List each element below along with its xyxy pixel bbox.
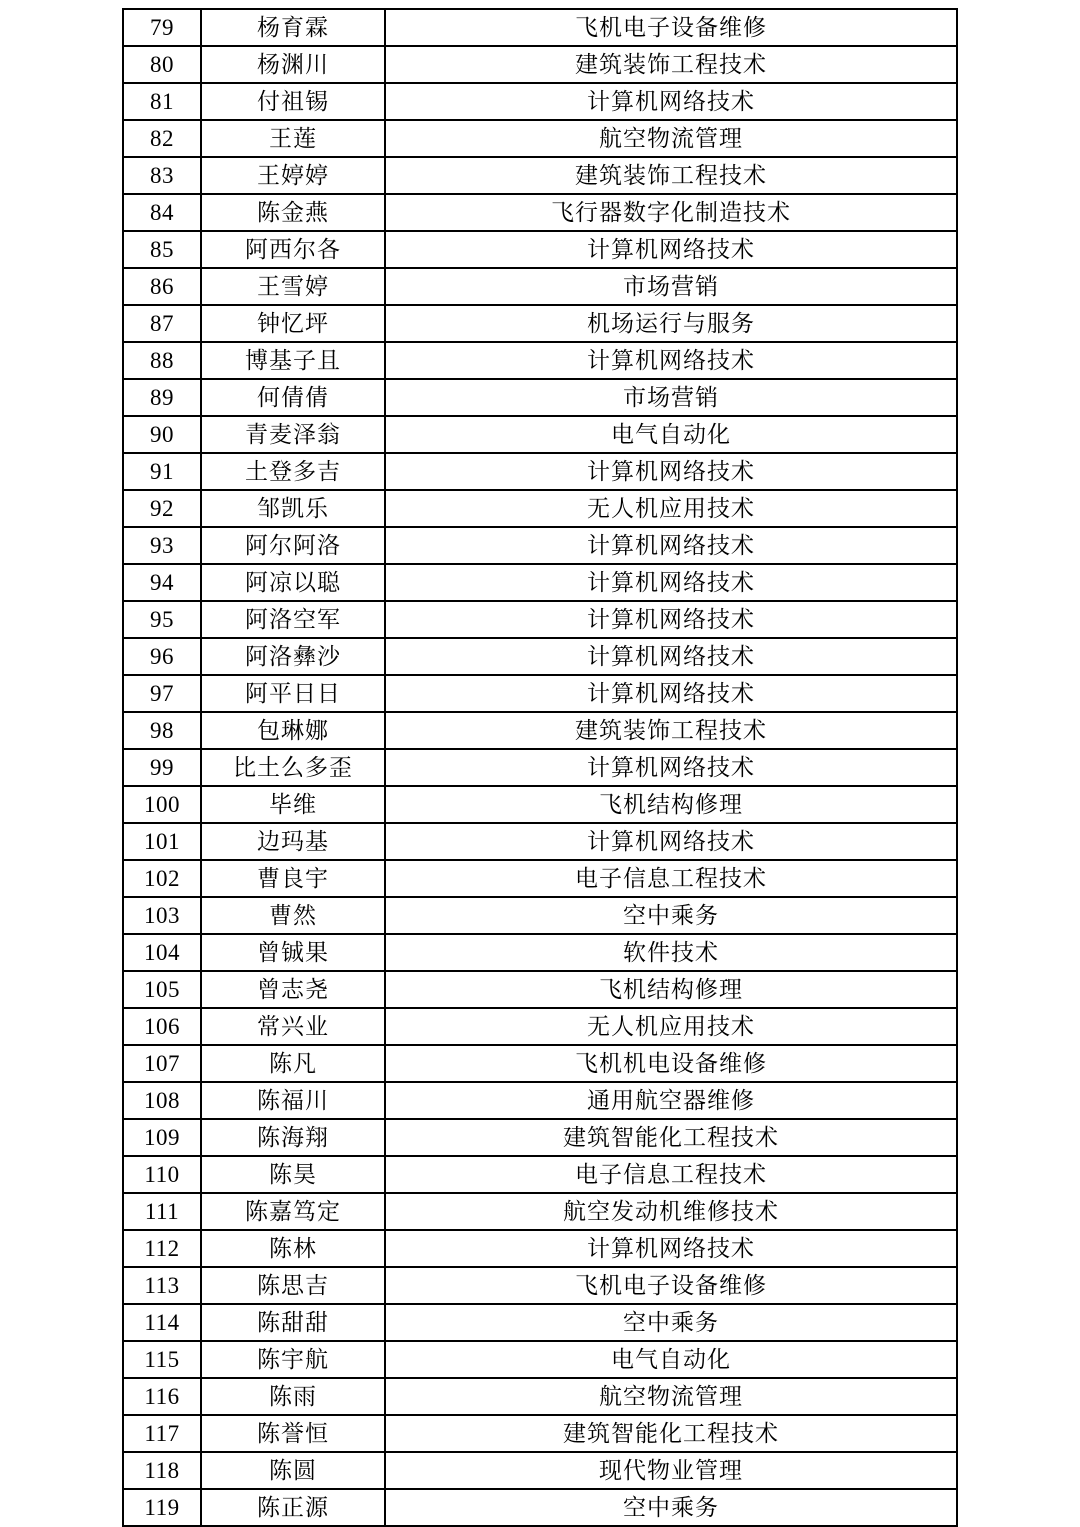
table-row <box>123 971 957 1008</box>
cell-name: 邹凯乐 <box>201 490 385 527</box>
cell-name: 陈金燕 <box>201 194 385 231</box>
cell-index: 117 <box>123 1415 201 1452</box>
table-row <box>123 527 957 564</box>
cell-major: 建筑装饰工程技术 <box>385 157 957 194</box>
cell-name: 钟忆坪 <box>201 305 385 342</box>
cell-name: 陈宇航 <box>201 1341 385 1378</box>
cell-index: 112 <box>123 1230 201 1267</box>
cell-index: 98 <box>123 712 201 749</box>
cell-major: 市场营销 <box>385 268 957 305</box>
cell-major: 建筑装饰工程技术 <box>385 46 957 83</box>
table-row <box>123 786 957 823</box>
table-row <box>123 712 957 749</box>
cell-index: 82 <box>123 120 201 157</box>
cell-index: 102 <box>123 860 201 897</box>
roster-body <box>123 9 957 1526</box>
cell-major: 计算机网络技术 <box>385 342 957 379</box>
cell-name: 王雪婷 <box>201 268 385 305</box>
cell-name: 阿洛空军 <box>201 601 385 638</box>
cell-major: 空中乘务 <box>385 897 957 934</box>
cell-major: 建筑装饰工程技术 <box>385 712 957 749</box>
cell-major: 电气自动化 <box>385 1341 957 1378</box>
table-row <box>123 342 957 379</box>
cell-name: 曹然 <box>201 897 385 934</box>
table-row <box>123 194 957 231</box>
table-row <box>123 564 957 601</box>
table-row <box>123 1378 957 1415</box>
cell-major: 市场营销 <box>385 379 957 416</box>
cell-index: 115 <box>123 1341 201 1378</box>
cell-index: 105 <box>123 971 201 1008</box>
cell-major: 无人机应用技术 <box>385 490 957 527</box>
cell-major: 计算机网络技术 <box>385 83 957 120</box>
cell-name: 陈凡 <box>201 1045 385 1082</box>
table-row <box>123 1045 957 1082</box>
cell-name: 毕维 <box>201 786 385 823</box>
cell-name: 陈福川 <box>201 1082 385 1119</box>
cell-index: 119 <box>123 1489 201 1526</box>
table-row <box>123 416 957 453</box>
cell-index: 101 <box>123 823 201 860</box>
cell-major: 计算机网络技术 <box>385 749 957 786</box>
table-row <box>123 823 957 860</box>
cell-major: 计算机网络技术 <box>385 527 957 564</box>
cell-major: 计算机网络技术 <box>385 675 957 712</box>
cell-index: 83 <box>123 157 201 194</box>
table-row <box>123 268 957 305</box>
table-row <box>123 120 957 157</box>
cell-index: 100 <box>123 786 201 823</box>
cell-name: 陈圆 <box>201 1452 385 1489</box>
cell-index: 92 <box>123 490 201 527</box>
cell-index: 79 <box>123 9 201 46</box>
cell-name: 陈海翔 <box>201 1119 385 1156</box>
cell-index: 103 <box>123 897 201 934</box>
cell-name: 王莲 <box>201 120 385 157</box>
table-row <box>123 1008 957 1045</box>
cell-major: 通用航空器维修 <box>385 1082 957 1119</box>
cell-index: 89 <box>123 379 201 416</box>
cell-index: 99 <box>123 749 201 786</box>
table-row <box>123 638 957 675</box>
table-row <box>123 1156 957 1193</box>
table-row <box>123 1119 957 1156</box>
table-row <box>123 749 957 786</box>
cell-major: 飞机结构修理 <box>385 786 957 823</box>
table-row <box>123 453 957 490</box>
table-row <box>123 601 957 638</box>
cell-name: 阿尔阿洛 <box>201 527 385 564</box>
cell-name: 王婷婷 <box>201 157 385 194</box>
cell-major: 计算机网络技术 <box>385 564 957 601</box>
cell-index: 86 <box>123 268 201 305</box>
cell-name: 杨育霖 <box>201 9 385 46</box>
cell-major: 计算机网络技术 <box>385 453 957 490</box>
table-row <box>123 157 957 194</box>
cell-major: 飞机结构修理 <box>385 971 957 1008</box>
table-row <box>123 860 957 897</box>
cell-index: 107 <box>123 1045 201 1082</box>
table-row <box>123 1341 957 1378</box>
cell-major: 飞机电子设备维修 <box>385 9 957 46</box>
cell-major: 飞机电子设备维修 <box>385 1267 957 1304</box>
cell-name: 付祖锡 <box>201 83 385 120</box>
cell-name: 陈雨 <box>201 1378 385 1415</box>
table-row <box>123 490 957 527</box>
table-row <box>123 675 957 712</box>
cell-index: 93 <box>123 527 201 564</box>
cell-major: 电子信息工程技术 <box>385 860 957 897</box>
table-row <box>123 1489 957 1526</box>
cell-name: 青麦泽翁 <box>201 416 385 453</box>
table-row <box>123 1230 957 1267</box>
table-row <box>123 1304 957 1341</box>
cell-name: 何倩倩 <box>201 379 385 416</box>
cell-index: 104 <box>123 934 201 971</box>
cell-name: 曹良宇 <box>201 860 385 897</box>
cell-name: 陈嘉笃定 <box>201 1193 385 1230</box>
table-row <box>123 46 957 83</box>
cell-major: 建筑智能化工程技术 <box>385 1119 957 1156</box>
cell-index: 110 <box>123 1156 201 1193</box>
table-row <box>123 1082 957 1119</box>
cell-index: 94 <box>123 564 201 601</box>
cell-major: 飞行器数字化制造技术 <box>385 194 957 231</box>
cell-index: 87 <box>123 305 201 342</box>
cell-index: 116 <box>123 1378 201 1415</box>
cell-major: 建筑智能化工程技术 <box>385 1415 957 1452</box>
cell-name: 阿西尔各 <box>201 231 385 268</box>
cell-major: 航空物流管理 <box>385 1378 957 1415</box>
cell-index: 96 <box>123 638 201 675</box>
cell-name: 比土么多歪 <box>201 749 385 786</box>
cell-major: 无人机应用技术 <box>385 1008 957 1045</box>
table-row <box>123 379 957 416</box>
cell-major: 现代物业管理 <box>385 1452 957 1489</box>
cell-name: 陈昊 <box>201 1156 385 1193</box>
cell-name: 陈誉恒 <box>201 1415 385 1452</box>
cell-major: 航空发动机维修技术 <box>385 1193 957 1230</box>
cell-index: 80 <box>123 46 201 83</box>
cell-name: 陈林 <box>201 1230 385 1267</box>
table-row <box>123 1452 957 1489</box>
cell-index: 85 <box>123 231 201 268</box>
cell-name: 曾志尧 <box>201 971 385 1008</box>
cell-name: 陈正源 <box>201 1489 385 1526</box>
cell-index: 118 <box>123 1452 201 1489</box>
table-row <box>123 305 957 342</box>
cell-index: 97 <box>123 675 201 712</box>
cell-name: 阿平日日 <box>201 675 385 712</box>
cell-major: 机场运行与服务 <box>385 305 957 342</box>
cell-index: 114 <box>123 1304 201 1341</box>
table-row <box>123 1193 957 1230</box>
cell-name: 边玛基 <box>201 823 385 860</box>
table-row <box>123 897 957 934</box>
cell-name: 土登多吉 <box>201 453 385 490</box>
table-row <box>123 231 957 268</box>
cell-index: 84 <box>123 194 201 231</box>
cell-major: 空中乘务 <box>385 1304 957 1341</box>
cell-major: 空中乘务 <box>385 1489 957 1526</box>
cell-major: 软件技术 <box>385 934 957 971</box>
cell-major: 计算机网络技术 <box>385 823 957 860</box>
cell-index: 81 <box>123 83 201 120</box>
cell-index: 106 <box>123 1008 201 1045</box>
cell-index: 88 <box>123 342 201 379</box>
table-row <box>123 9 957 46</box>
cell-major: 计算机网络技术 <box>385 601 957 638</box>
table-row <box>123 934 957 971</box>
cell-name: 杨渊川 <box>201 46 385 83</box>
cell-index: 90 <box>123 416 201 453</box>
cell-major: 计算机网络技术 <box>385 231 957 268</box>
cell-index: 111 <box>123 1193 201 1230</box>
cell-index: 95 <box>123 601 201 638</box>
table-row <box>123 1267 957 1304</box>
cell-name: 曾铖果 <box>201 934 385 971</box>
cell-index: 91 <box>123 453 201 490</box>
cell-major: 电气自动化 <box>385 416 957 453</box>
cell-major: 计算机网络技术 <box>385 1230 957 1267</box>
cell-name: 陈思吉 <box>201 1267 385 1304</box>
cell-index: 109 <box>123 1119 201 1156</box>
cell-major: 电子信息工程技术 <box>385 1156 957 1193</box>
cell-index: 113 <box>123 1267 201 1304</box>
table-row <box>123 1415 957 1452</box>
cell-major: 飞机机电设备维修 <box>385 1045 957 1082</box>
cell-name: 阿凉以聪 <box>201 564 385 601</box>
cell-name: 常兴业 <box>201 1008 385 1045</box>
table-row <box>123 83 957 120</box>
student-roster-table <box>122 8 958 1527</box>
cell-name: 包琳娜 <box>201 712 385 749</box>
cell-name: 陈甜甜 <box>201 1304 385 1341</box>
cell-index: 108 <box>123 1082 201 1119</box>
cell-major: 航空物流管理 <box>385 120 957 157</box>
cell-name: 博基子且 <box>201 342 385 379</box>
cell-major: 计算机网络技术 <box>385 638 957 675</box>
cell-name: 阿洛彝沙 <box>201 638 385 675</box>
